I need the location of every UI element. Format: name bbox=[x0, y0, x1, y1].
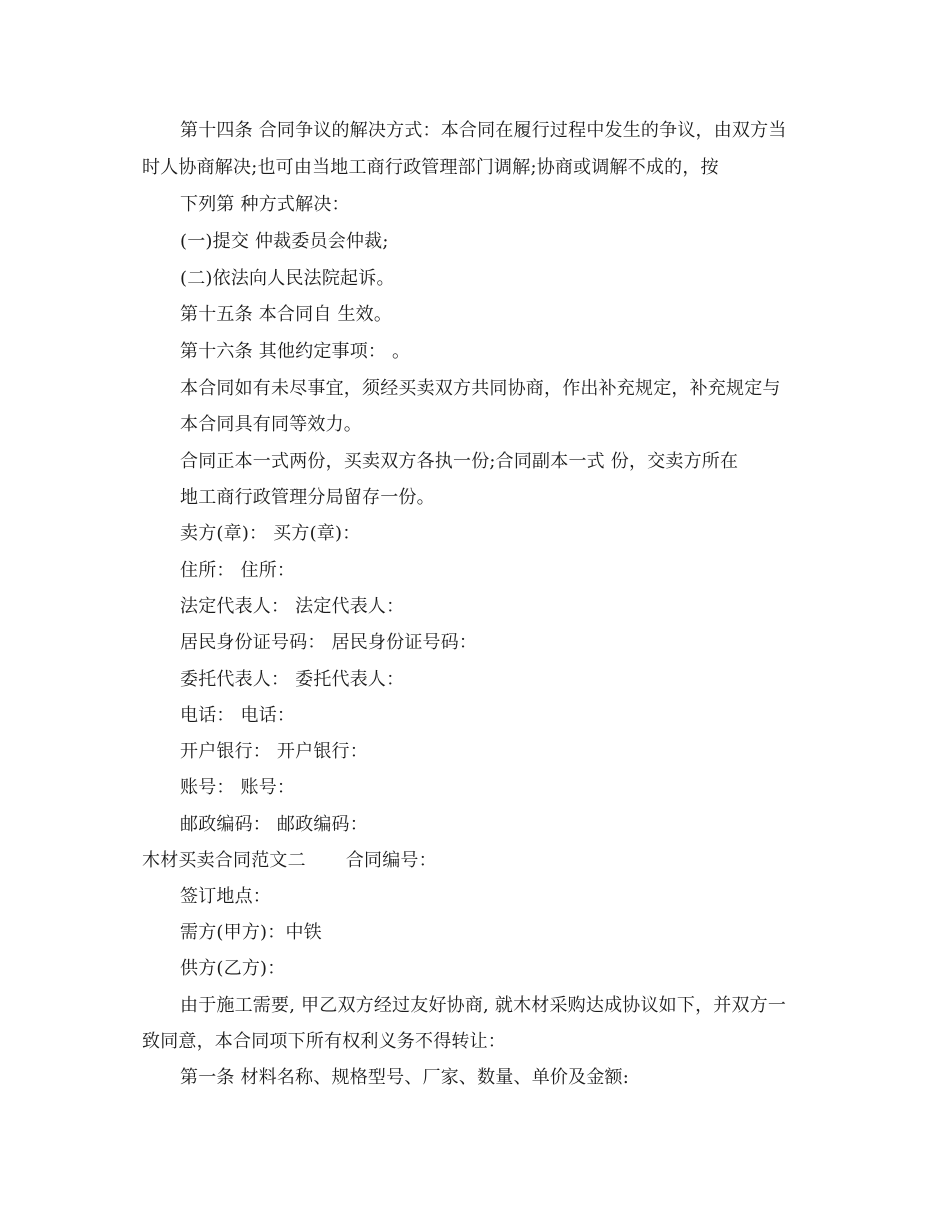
article-14-line-3: 下列第 种方式解决： bbox=[180, 194, 350, 215]
agent-fields: 委托代表人： 委托代表人： bbox=[180, 669, 405, 690]
address-fields: 住所： 住所： bbox=[180, 560, 296, 581]
intro-line-2: 致同意，本合同项下所有权利义务不得转让： bbox=[142, 1031, 506, 1052]
id-number-fields: 居民身份证号码： 居民身份证号码： bbox=[180, 632, 478, 653]
article-16: 第十六条 其他约定事项： 。 bbox=[180, 341, 411, 362]
phone-fields: 电话： 电话： bbox=[180, 705, 296, 726]
supplement-line-1: 本合同如有未尽事宜，须经买卖双方共同协商，作出补充规定，补充规定与 bbox=[180, 378, 781, 399]
contract-number-label: 合同编号： bbox=[345, 850, 437, 871]
signing-place: 签订地点： bbox=[180, 886, 271, 907]
dispute-option-1: (一)提交 仲裁委员会仲裁; bbox=[180, 231, 389, 252]
legal-rep-fields: 法定代表人： 法定代表人： bbox=[180, 596, 405, 617]
sample-2-title: 木材买卖合同范文二 bbox=[142, 850, 306, 871]
postcode-fields: 邮政编码： 邮政编码： bbox=[180, 814, 368, 835]
copies-line-1: 合同正本一式两份，买卖双方各执一份;合同副本一式 份，交卖方所在 bbox=[180, 451, 739, 472]
party-a: 需方(甲方)：中铁 bbox=[180, 922, 322, 943]
dispute-option-2: (二)依法向人民法院起诉。 bbox=[180, 268, 395, 289]
article-14-line-2: 时人协商解决;也可由当地工商行政管理部门调解;协商或调解不成的，按 bbox=[142, 157, 719, 178]
article-15: 第十五条 本合同自 生效。 bbox=[180, 304, 393, 325]
supplement-line-2: 本合同具有同等效力。 bbox=[180, 414, 362, 435]
article-1: 第一条 材料名称、规格型号、厂家、数量、单价及金额: bbox=[180, 1067, 629, 1088]
bank-fields: 开户银行： 开户银行： bbox=[180, 741, 368, 762]
intro-line-1: 由于施工需要, 甲乙双方经过友好协商, 就木材采购达成协议如下，并双方一 bbox=[180, 995, 787, 1016]
party-b: 供方(乙方)： bbox=[180, 958, 286, 979]
account-fields: 账号： 账号： bbox=[180, 777, 296, 798]
seller-buyer-seal: 卖方(章)： 买方(章)： bbox=[180, 523, 361, 544]
copies-line-2: 地工商行政管理分局留存一份。 bbox=[180, 487, 435, 508]
article-14-line-1: 第十四条 合同争议的解决方式：本合同在履行过程中发生的争议，由双方当 bbox=[180, 120, 787, 141]
sample-2-heading-line bbox=[142, 850, 437, 872]
